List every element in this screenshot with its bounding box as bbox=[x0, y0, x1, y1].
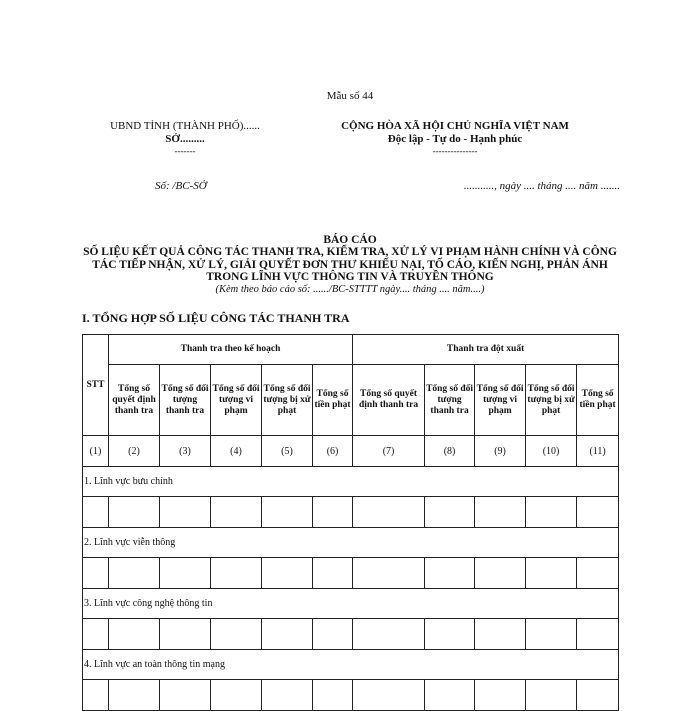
col-header: Tổng số đối tượng vi phạm bbox=[475, 365, 526, 436]
table-cell[interactable] bbox=[577, 680, 619, 711]
table-cell[interactable] bbox=[211, 680, 262, 711]
col-header: Tổng số tiền phạt bbox=[313, 365, 353, 436]
category-row-infosec bbox=[83, 650, 619, 680]
category-row-telecom bbox=[83, 528, 619, 558]
table-cell[interactable] bbox=[526, 680, 577, 711]
header-right bbox=[320, 120, 590, 156]
table-cell[interactable] bbox=[211, 497, 262, 528]
table-cell[interactable] bbox=[425, 680, 475, 711]
stt-header: STT bbox=[83, 335, 109, 436]
table-cell[interactable] bbox=[425, 558, 475, 589]
category-label: 3. Lĩnh vực công nghệ thông tin bbox=[83, 589, 619, 619]
header-right-dash: --------------- bbox=[432, 146, 478, 156]
table-cell[interactable] bbox=[262, 558, 313, 589]
column-number: (3) bbox=[160, 436, 211, 467]
table-cell[interactable] bbox=[475, 497, 526, 528]
table-row bbox=[83, 558, 619, 589]
table-cell[interactable] bbox=[577, 558, 619, 589]
table-cell[interactable] bbox=[211, 619, 262, 650]
table-cell[interactable] bbox=[109, 558, 160, 589]
category-label: 2. Lĩnh vực viễn thông bbox=[83, 528, 619, 558]
report-subtitle: (Kèm theo báo cáo số: ....../BC-STTTT ngày.... tháng .... năm....) bbox=[215, 283, 485, 295]
table-cell[interactable] bbox=[160, 558, 211, 589]
table-cell[interactable] bbox=[577, 497, 619, 528]
category-label: 1. Lĩnh vực bưu chính bbox=[83, 467, 619, 497]
column-number: (10) bbox=[526, 436, 577, 467]
table-cell[interactable] bbox=[313, 619, 353, 650]
table-cell[interactable] bbox=[109, 619, 160, 650]
table-cell[interactable] bbox=[425, 619, 475, 650]
national-motto: Độc lập - Tự do - Hạnh phúc bbox=[387, 133, 523, 145]
table-cell[interactable] bbox=[475, 619, 526, 650]
col-header: Tổng số đối tượng bị xử phạt bbox=[526, 365, 577, 436]
province-committee: UBND TỈNH (THÀNH PHỐ)...... bbox=[110, 120, 260, 132]
table-cell[interactable] bbox=[160, 497, 211, 528]
table-cell[interactable] bbox=[262, 680, 313, 711]
category-row-postal bbox=[83, 467, 619, 497]
table-cell[interactable] bbox=[160, 680, 211, 711]
table-cell[interactable] bbox=[425, 497, 475, 528]
table-cell[interactable] bbox=[353, 558, 425, 589]
col-header: Tổng số tiền phạt bbox=[577, 365, 619, 436]
col-header: Tổng số quyết định thanh tra bbox=[109, 365, 160, 436]
report-title-line2: TÁC TIẾP NHẬN, XỬ LÝ, GIẢI QUYẾT ĐƠN THƯ KHIẾU NẠI, TỐ CÁO, KIẾN NGHỊ, PHẢN ÁNH bbox=[92, 258, 608, 271]
department-name: SỞ......... bbox=[165, 133, 205, 145]
header-left-dash: ------- bbox=[174, 146, 196, 156]
table-cell[interactable] bbox=[109, 680, 160, 711]
document-number: Số: /BC-SỞ bbox=[155, 180, 207, 192]
table-header-row bbox=[83, 365, 619, 436]
table-cell[interactable] bbox=[353, 619, 425, 650]
table-cell[interactable] bbox=[353, 497, 425, 528]
table-cell[interactable] bbox=[211, 558, 262, 589]
table-cell[interactable] bbox=[313, 680, 353, 711]
table-cell[interactable] bbox=[262, 619, 313, 650]
report-title-line3: TRONG LĨNH VỰC THÔNG TIN VÀ TRUYỀN THÔNG bbox=[206, 271, 494, 284]
column-number: (6) bbox=[313, 436, 353, 467]
table-cell[interactable] bbox=[160, 619, 211, 650]
table-cell[interactable] bbox=[475, 680, 526, 711]
column-number: (8) bbox=[425, 436, 475, 467]
col-header: Tổng số đối tượng bị xử phạt bbox=[262, 365, 313, 436]
form-number: Mẫu số 44 bbox=[326, 90, 374, 102]
category-label: 4. Lĩnh vực an toàn thông tin mạng bbox=[83, 650, 619, 680]
table-row bbox=[83, 497, 619, 528]
column-number: (5) bbox=[262, 436, 313, 467]
col-header: Tổng số đối tượng vi phạm bbox=[211, 365, 262, 436]
date-line: ..........., ngày .... tháng .... năm ....... bbox=[463, 180, 620, 192]
header-left bbox=[95, 120, 275, 156]
table-cell[interactable] bbox=[353, 680, 425, 711]
table-cell[interactable] bbox=[313, 497, 353, 528]
table-cell[interactable] bbox=[526, 558, 577, 589]
column-number: (2) bbox=[109, 436, 160, 467]
table-cell[interactable] bbox=[109, 497, 160, 528]
column-number-row bbox=[83, 436, 619, 467]
inspection-table bbox=[82, 334, 619, 711]
surprise-inspection-header: Thanh tra đột xuất bbox=[353, 335, 619, 365]
column-number: (11) bbox=[577, 436, 619, 467]
col-header: Tổng số quyết định thanh tra bbox=[353, 365, 425, 436]
table-cell[interactable] bbox=[475, 558, 526, 589]
table-header-group-row bbox=[83, 335, 619, 365]
report-title: BÁO CÁO bbox=[323, 234, 377, 246]
category-row-it bbox=[83, 589, 619, 619]
column-number: (7) bbox=[353, 436, 425, 467]
table-cell[interactable] bbox=[526, 619, 577, 650]
col-header: Tổng số đối tượng thanh tra bbox=[160, 365, 211, 436]
table-cell[interactable] bbox=[83, 497, 109, 528]
table-cell[interactable] bbox=[83, 558, 109, 589]
column-number: (1) bbox=[83, 436, 109, 467]
national-title: CỘNG HÒA XÃ HỘI CHỦ NGHĨA VIỆT NAM bbox=[341, 120, 569, 132]
report-title-line1: SỐ LIỆU KẾT QUẢ CÔNG TÁC THANH TRA, KIỂM TRA, XỬ LÝ VI PHẠM HÀNH CHÍNH VÀ CÔNG bbox=[83, 246, 617, 259]
table-row bbox=[83, 619, 619, 650]
col-header: Tổng số đối tượng thanh tra bbox=[425, 365, 475, 436]
planned-inspection-header: Thanh tra theo kế hoạch bbox=[109, 335, 353, 365]
table-cell[interactable] bbox=[313, 558, 353, 589]
section-title: I. TỔNG HỢP SỐ LIỆU CÔNG TÁC THANH TRA bbox=[82, 311, 350, 325]
report-title-block bbox=[70, 234, 630, 296]
table-cell[interactable] bbox=[83, 680, 109, 711]
table-cell[interactable] bbox=[262, 497, 313, 528]
column-number: (4) bbox=[211, 436, 262, 467]
column-number: (9) bbox=[475, 436, 526, 467]
table-cell[interactable] bbox=[83, 619, 109, 650]
table-row bbox=[83, 680, 619, 711]
table-cell[interactable] bbox=[577, 619, 619, 650]
table-cell[interactable] bbox=[526, 497, 577, 528]
